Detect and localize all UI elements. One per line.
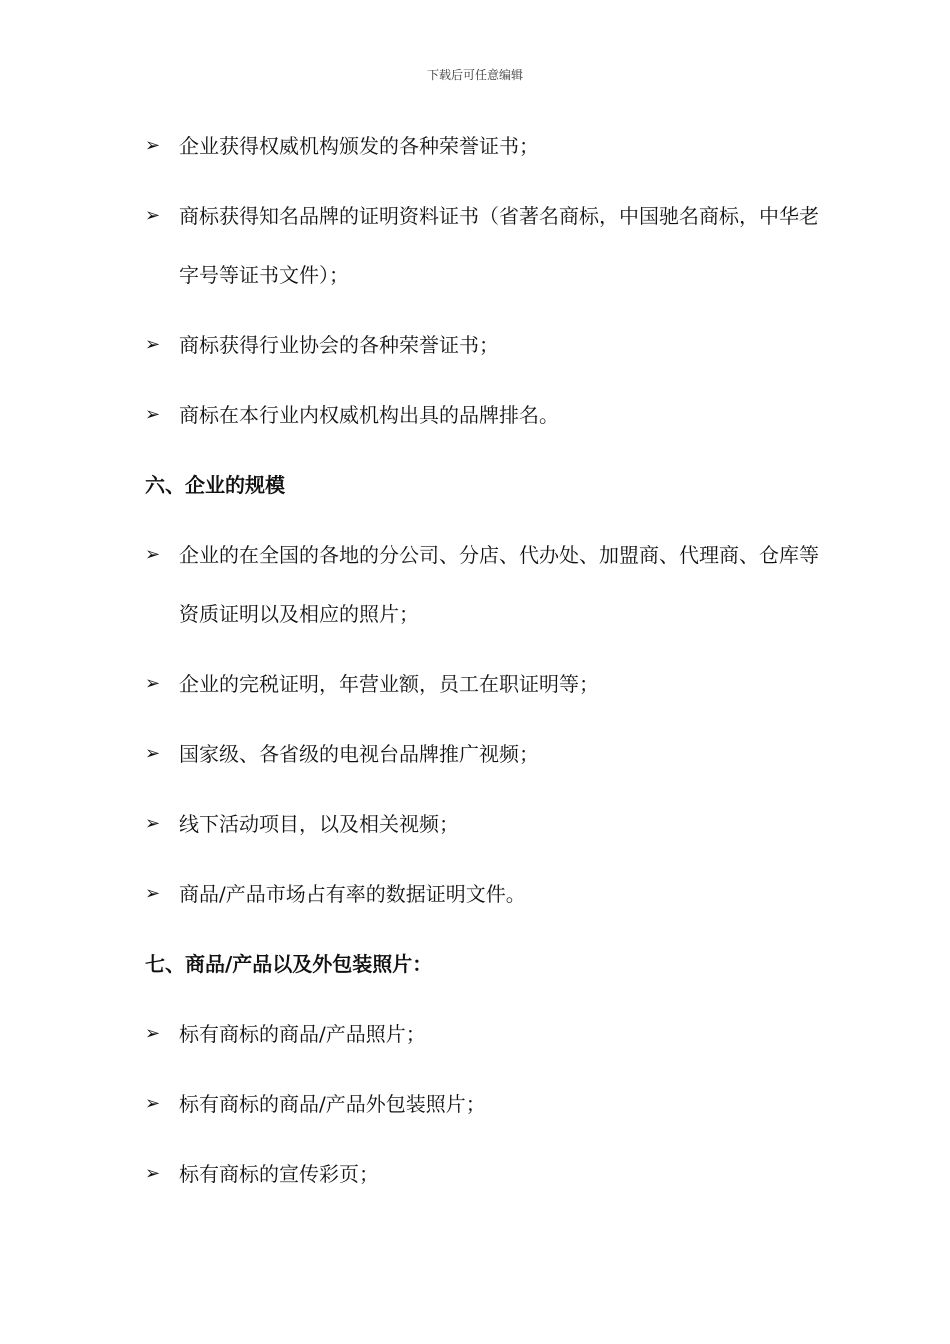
arrow-bullet-icon: ➢ [145, 1163, 161, 1184]
section-heading: 六、企业的规模 [145, 473, 285, 497]
list-item [145, 397, 835, 433]
list-item-text: 国家级、各省级的电视台品牌推广视频； [179, 741, 539, 766]
arrow-bullet-icon: ➢ [145, 205, 161, 226]
arrow-bullet-icon: ➢ [145, 1023, 161, 1044]
arrow-bullet-icon: ➢ [145, 404, 161, 425]
list-item-text: 标有商标的商品/产品外包装照片； [179, 1091, 486, 1116]
list-item-text: 商标获得行业协会的各种荣誉证书； [179, 332, 499, 357]
arrow-bullet-icon: ➢ [145, 743, 161, 764]
list-item [145, 1086, 835, 1122]
list-item [145, 806, 835, 842]
arrow-bullet-icon: ➢ [145, 544, 161, 565]
section-heading: 七、商品/产品以及外包装照片： [145, 952, 433, 976]
list-item [145, 198, 835, 293]
arrow-bullet-icon: ➢ [145, 334, 161, 355]
list-item [145, 1156, 835, 1192]
list-item [145, 537, 835, 632]
list-item [145, 327, 835, 363]
list-item-text: 线下活动项目，以及相关视频； [179, 811, 459, 836]
list-item-text: 企业的完税证明，年营业额，员工在职证明等； [179, 671, 599, 696]
list-item-text: 标有商标的商品/产品照片； [179, 1021, 426, 1046]
arrow-bullet-icon: ➢ [145, 813, 161, 834]
list-item [145, 876, 835, 912]
arrow-bullet-icon: ➢ [145, 1093, 161, 1114]
arrow-bullet-icon: ➢ [145, 135, 161, 156]
arrow-bullet-icon: ➢ [145, 673, 161, 694]
list-item-text: 商品/产品市场占有率的数据证明文件。 [179, 881, 526, 906]
document-body [145, 128, 835, 1226]
arrow-bullet-icon: ➢ [145, 883, 161, 904]
list-item [145, 666, 835, 702]
list-item-text: 标有商标的宣传彩页； [179, 1161, 379, 1186]
list-item-text: 企业获得权威机构颁发的各种荣誉证书； [179, 133, 539, 158]
list-item [145, 128, 835, 164]
list-item-text: 企业的在全国的各地的分公司、分店、代办处、加盟商、代理商、仓库等资质证明以及相应的照片； [179, 542, 819, 626]
list-item-text: 商标获得知名品牌的证明资料证书（省著名商标，中国驰名商标，中华老字号等证书文件）； [179, 203, 819, 287]
page-header: 下载后可任意编辑 [426, 68, 523, 82]
list-item-text: 商标在本行业内权威机构出具的品牌排名。 [179, 402, 559, 427]
list-item [145, 1016, 835, 1052]
list-item [145, 736, 835, 772]
